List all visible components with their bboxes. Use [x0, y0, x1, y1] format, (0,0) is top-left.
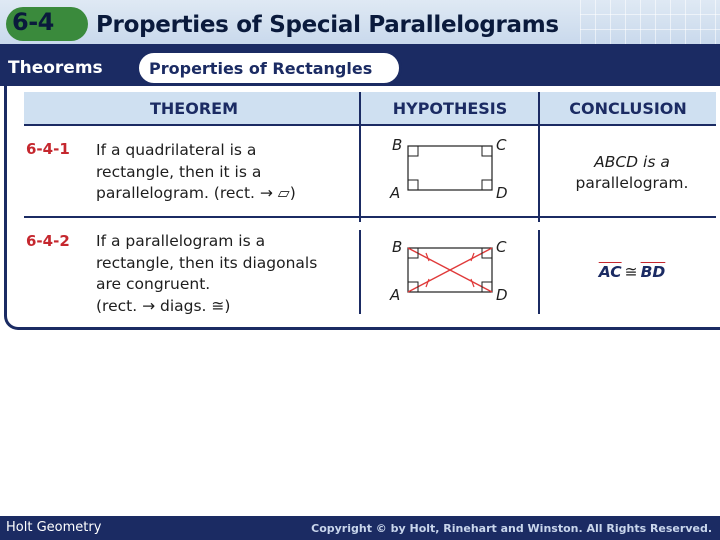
theorem-line: If a parallelogram is a	[96, 232, 266, 250]
column-header-theorem: THEOREM	[149, 99, 238, 118]
page-title: Properties of Special Parallelograms	[96, 12, 559, 38]
right-angle-mark	[408, 180, 418, 190]
segment-ac: AC	[598, 263, 622, 281]
header-rule	[24, 124, 716, 126]
vertex-label-b: B	[392, 136, 403, 154]
vertex-label-d: D	[496, 286, 508, 304]
vertex-label-a: A	[390, 184, 401, 202]
vertex-label-a: A	[390, 286, 401, 304]
right-angle-mark	[482, 146, 492, 156]
vertex-label-c: C	[496, 136, 507, 154]
conclusion-line: ABCD is a	[594, 153, 670, 171]
column-divider	[538, 230, 540, 314]
theorem-line: (rect. → diags. ≅)	[96, 296, 231, 315]
segment-bd: BD	[640, 263, 666, 281]
column-header-hypothesis: HYPOTHESIS	[392, 99, 508, 118]
right-angle-mark	[408, 146, 418, 156]
column-divider	[538, 92, 540, 222]
lesson-number: 6-4	[12, 8, 54, 36]
theorem-number: 6-4-2	[26, 232, 70, 250]
theorem-line: rectangle, then its diagonals	[96, 253, 318, 272]
theorem-line: If a quadrilateral is a	[96, 141, 257, 159]
column-divider	[359, 230, 361, 314]
congruent-symbol: ≅	[624, 263, 638, 281]
tab-properties-of-rectangles[interactable]: Properties of Rectangles	[136, 50, 402, 86]
rectangle-outline	[408, 146, 492, 190]
theorem-number: 6-4-1	[26, 140, 70, 158]
vertex-label-c: C	[496, 238, 507, 256]
banner-grid-pattern	[580, 0, 720, 44]
row-divider	[24, 216, 716, 218]
footer-copyright: Copyright © by Holt, Rinehart and Winston. All Rights Reserved.	[311, 522, 712, 535]
vertex-label-d: D	[496, 184, 508, 202]
vertex-label-b: B	[392, 238, 403, 256]
rectangle-diagonals-diagram	[380, 236, 520, 310]
theorem-line: are congruent.	[96, 275, 211, 293]
tab-theorems[interactable]: Theorems	[8, 58, 103, 78]
conclusion-line: parallelogram.	[575, 174, 689, 192]
theorem-statement	[96, 231, 356, 317]
column-divider	[359, 92, 361, 222]
theorem-line: parallelogram. (rect. → ▱)	[96, 184, 296, 202]
conclusion-text	[548, 152, 716, 194]
right-angle-mark	[482, 180, 492, 190]
theorem-line: rectangle, then it is a	[96, 162, 262, 181]
rectangle-diagram	[380, 134, 520, 208]
column-header-conclusion: CONCLUSION	[569, 99, 687, 118]
theorem-statement	[96, 140, 356, 205]
conclusion-congruence	[548, 262, 716, 283]
footer-course-name: Holt Geometry	[6, 520, 102, 535]
